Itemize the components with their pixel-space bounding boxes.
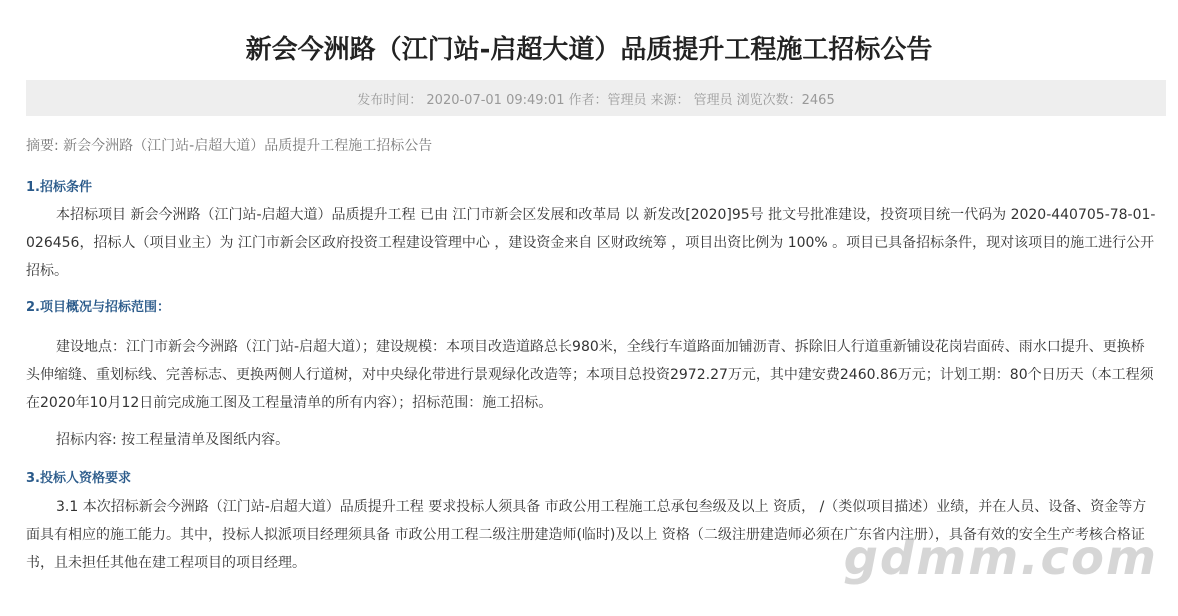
paragraph-bid-content: 招标内容: 按工程量清单及图纸内容。 <box>56 432 290 448</box>
article-title: 新会今洲路（江门站-启超大道）品质提升工程施工招标公告 <box>245 35 933 65</box>
publish-time: 发布时间： 2020-07-01 09:49:01 <box>357 92 565 108</box>
paragraph-bid-conditions: 本招标项目 新会今洲路（江门站-启超大道）品质提升工程 已由 江门市新会区发展和改革局 以 新发改[2020]95号 批文号批准建设，投资项目统一代码为 2020-440705-78-01-026456，招标人（项目业主）为 江门市新会区政府投资工程建设管理中心 ，建设资金来自 区财政统筹 ，项目出资比例为 100% 。项目已具备招标条件，现对该项目的施工进行公开招标。 <box>26 207 1156 279</box>
section-heading-bidder-qualifications: 3.投标人资格要求 <box>26 471 131 486</box>
paragraph-bidder-qualifications: 3.1 本次招标新会今洲路（江门站-启超大道）品质提升工程 要求投标人须具备 市政公用工程施工总承包叁级及以上 资质， /（类似项目描述）业绩，并在人员、设备、资金等方面具有相应的施工能力。其中，投标人拟派项目经理须具备 市政公用工程二级注册建造师(临时)及以上 资格（二级注册建造师必须在广东省内注册），具备有效的安全生产考核合格证书，且未担任其他在建工程项目的项目经理。 <box>26 499 1147 571</box>
section-heading-project-overview: 2.项目概况与招标范围： <box>26 300 170 315</box>
site-watermark: gdmm.com <box>843 530 1158 586</box>
author: 作者：管理员 <box>568 92 647 108</box>
article-meta-bar <box>26 80 1166 116</box>
view-count: 浏览次数：2465 <box>736 92 835 108</box>
paragraph-project-overview: 建设地点：江门市新会今洲路（江门站-启超大道）；建设规模：本项目改造道路总长980米，全线行车道路面加铺沥青、拆除旧人行道重新铺设花岗岩面砖、雨水口提升、更换桥头伸缩缝、重划标线、完善标志、更换两侧人行道树，对中央绿化带进行景观绿化改造等；本项目总投资2972.27万元，其中建安费2460.86万元；计划工期：80个日历天（本工程须在2020年10月12日前完成施工图及工程量清单的所有内容）；招标范围：施工招标。 <box>26 339 1154 411</box>
section-heading-bid-conditions: 1.招标条件 <box>26 180 92 195</box>
source: 来源： 管理员 <box>650 92 733 108</box>
article-summary: 摘要: 新会今洲路（江门站-启超大道）品质提升工程施工招标公告 <box>26 138 433 154</box>
